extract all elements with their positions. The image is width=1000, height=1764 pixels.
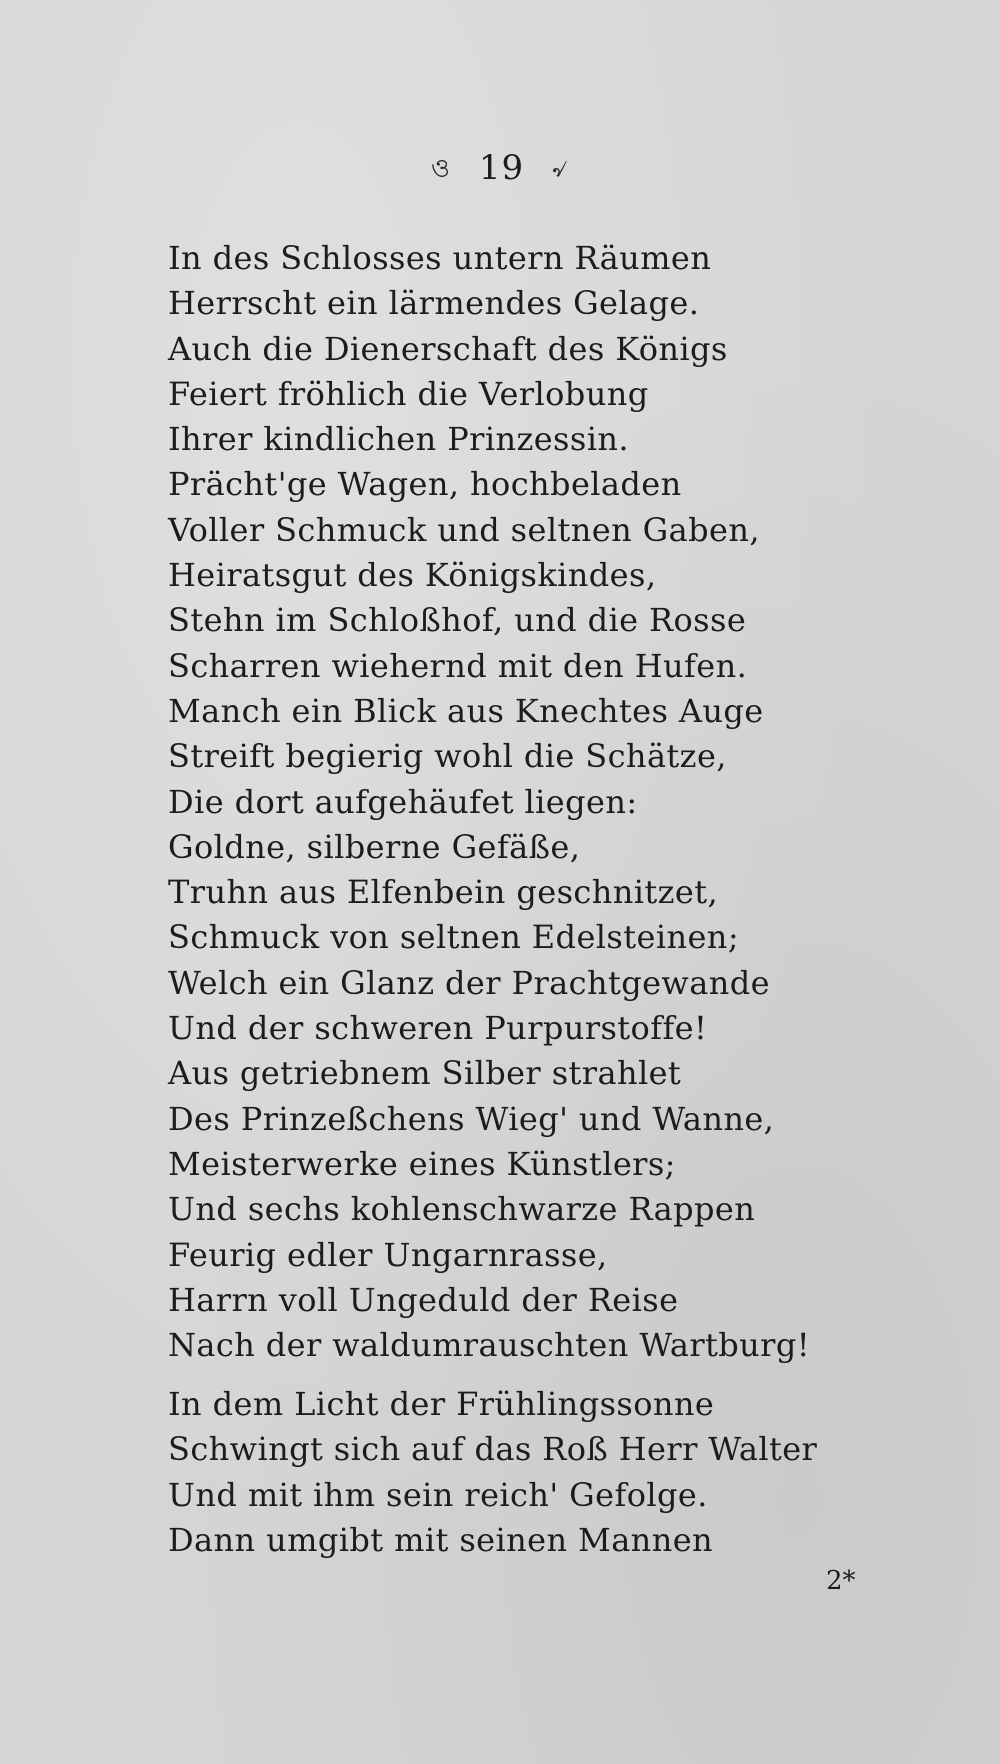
verse-line: Herrscht ein lärmendes Gelage.: [168, 284, 700, 323]
verse-line: Goldne, silberne Gefäße,: [168, 827, 581, 866]
verse-line: Schmuck von seltnen Edelsteinen;: [168, 918, 740, 957]
verse-line: Streift begierig wohl die Schätze,: [168, 737, 727, 776]
verse-line: Und mit ihm sein reich' Gefolge.: [168, 1475, 708, 1514]
verse-line: Die dort aufgehäufet liegen:: [168, 782, 638, 821]
verse-line: Welch ein Glanz der Prachtgewande: [168, 963, 770, 1002]
verse-line: Feurig edler Ungarnrasse,: [168, 1235, 608, 1274]
verse-line: Stehn im Schloßhof, und die Rosse: [168, 601, 747, 640]
verse-line: Scharren wiehernd mit den Hufen.: [168, 646, 748, 685]
verse-line: Nach der waldumrauschten Wartburg!: [168, 1326, 811, 1365]
verse-line: Harrn voll Ungeduld der Reise: [168, 1280, 679, 1319]
verse-line: Ihrer kindlichen Prinzessin.: [168, 420, 629, 459]
stanza-2: [168, 1382, 868, 1563]
verse-line: Feiert fröhlich die Verlobung: [168, 374, 649, 413]
stanza-1: [168, 236, 868, 1368]
verse-line: Schwingt sich auf das Roß Herr Walter: [168, 1430, 818, 1469]
verse-line: Dann umgibt mit seinen Mannen: [168, 1520, 714, 1559]
verse-line: Truhn aus Elfenbein geschnitzet,: [168, 873, 719, 912]
verse-line: Auch die Dienerschaft des Königs: [168, 329, 728, 368]
verse-line: Prächt'ge Wagen, hochbeladen: [168, 465, 682, 504]
verse-line: Und sechs kohlenschwarze Rappen: [168, 1190, 756, 1229]
signature-mark: 2*: [826, 1566, 856, 1596]
verse-line: Voller Schmuck und seltnen Gaben,: [168, 510, 760, 549]
verse-line: Aus getriebnem Silber strahlet: [168, 1054, 682, 1093]
running-head: [0, 148, 1000, 192]
ornament-left-icon: ও: [430, 154, 452, 184]
verse-line: Heiratsgut des Königskindes,: [168, 556, 657, 595]
verse-line: Des Prinzeßchens Wieg' und Wanne,: [168, 1099, 775, 1138]
verse-line: In des Schlosses untern Räumen: [168, 239, 712, 277]
verse-line: Meisterwerke eines Künstlers;: [168, 1144, 676, 1183]
page-number: 19: [478, 148, 525, 188]
verse-line: In dem Licht der Frühlingssonne: [168, 1385, 715, 1423]
verse-line: Manch ein Blick aus Knechtes Auge: [168, 691, 764, 730]
verse-line: Und der schweren Purpurstoffe!: [168, 1009, 708, 1048]
ornament-right-icon: ৵: [551, 154, 570, 184]
